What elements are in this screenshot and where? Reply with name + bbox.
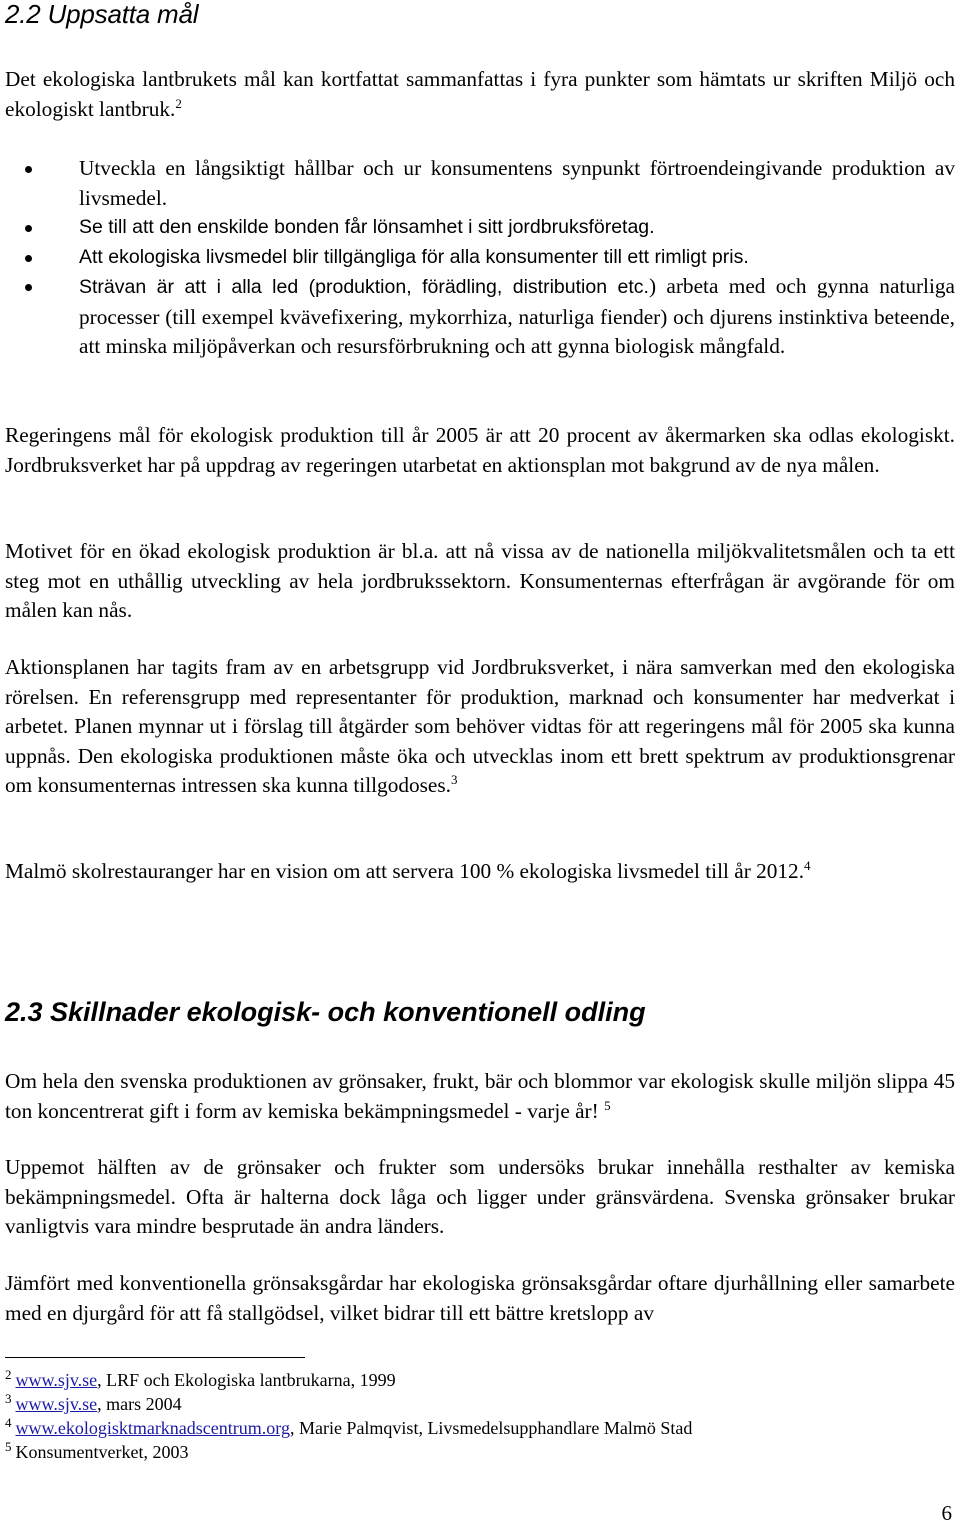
footnote-ref: 4: [804, 857, 811, 873]
footnote-ref: 3: [451, 771, 458, 787]
section-heading-2-2: 2.2 Uppsatta mål: [5, 0, 199, 29]
regeringen-paragraph: Regeringens mål för ekologisk produktion till år 2005 är att 20 procent av åkermarken ska odlas ekologiskt. Jordbruksverket har på uppdrag av regeringen utarbetat en aktionsplan mot bakgrund av de nya målen.: [5, 423, 955, 477]
section-heading-2-3: 2.3 Skillnader ekologisk- och konventionell odling: [5, 997, 646, 1027]
goals-list: [5, 154, 955, 362]
footnote-ref: 2: [175, 95, 182, 111]
list-item: Utveckla en långsiktigt hållbar och ur konsumentens synpunkt förtroendeingivande produktion av livsmedel.: [5, 154, 955, 213]
intro-paragraph: Det ekologiska lantbrukets mål kan kortfattat sammanfattas i fyra punkter som hämtats ur skriften Miljö och ekologiskt lantbruk.$^2$: [5, 67, 955, 121]
footnote-link[interactable]: www.ekologisktmarknadscentrum.org: [15, 1418, 290, 1438]
footnotes: [5, 1368, 955, 1464]
footnote-divider: [5, 1357, 305, 1358]
gift-paragraph: Om hela den svenska produktionen av grönsaker, frukt, bär och blommor var ekologisk skulle miljön slippa 45 ton koncentrerat gift i form av kemiska bekämpningsmedel - varje år! $^5$: [5, 1069, 955, 1123]
jamfort-paragraph: Jämfört med konventionella grönsaksgårdar har ekologiska grönsaksgårdar oftare djurhållning eller samarbete med en djurgård för att få stallgödsel, vilket bidrar till ett bättre kretslopp av: [5, 1271, 955, 1325]
footnote-link[interactable]: www.sjv.se: [15, 1394, 98, 1414]
footnote: $^5$ Konsumentverket, 2003: [5, 1439, 189, 1462]
list-item: Strävan är att i alla led (produktion, förädling, distribution etc.) arbeta med och gynna naturliga processer (till exempel kvävefixering, mykorrhiza, naturliga fiender) och djurens instinktiva beteende, att minska miljöpåverkan och resursförbrukning och att gynna biologisk mångfald.: [5, 272, 955, 362]
footnote: $^4$ www.ekologisktmarknadscentrum.org, Marie Palmqvist, Livsmedelsupphandlare Malmö Stad: [5, 1415, 693, 1438]
malmo-paragraph: Malmö skolrestauranger har en vision om att servera 100 % ekologiska livsmedel till år 2012.$^4$: [5, 857, 811, 883]
footnote-link[interactable]: www.sjv.se: [15, 1370, 98, 1390]
aktionsplanen-paragraph: Aktionsplanen har tagits fram av en arbetsgrupp vid Jordbruksverket, i nära samverkan med den ekologiska rörelsen. En referensgrupp med representanter för produktion, marknad och konsumenter har medverkat i arbetet. Planen mynnar ut i förslag till åtgärder som behöver vidtas för att regeringens mål för 2005 ska kunna uppnås. Den ekologiska produktionen måste öka och utvecklas inom ett brett spektrum av produktionsgrenar om konsumenternas intressen ska kunna tillgodoses.$^3$: [5, 655, 955, 797]
bullet-icon: [25, 284, 32, 291]
footnote-ref: 5: [604, 1097, 611, 1113]
page-number: 6: [941, 1501, 952, 1525]
motivet-paragraph: Motivet för en ökad ekologisk produktion är bl.a. att nå vissa av de nationella miljökvalitetsmålen och ta ett steg mot en uthållig utveckling av hela jordbrukssektorn. Konsumenternas efterfrågan är avgörande för om målen kan nås.: [5, 539, 955, 622]
bullet-icon: [25, 255, 32, 262]
bullet-icon: [25, 166, 32, 173]
footnote: $^2$ www.sjv.se, LRF och Ekologiska lantbrukarna, 1999: [5, 1367, 396, 1390]
list-item: Att ekologiska livsmedel blir tillgängliga för alla konsumenter till ett rimligt pris.: [5, 243, 955, 273]
footnote: $^3$ www.sjv.se, mars 2004: [5, 1391, 182, 1414]
bullet-icon: [25, 225, 32, 232]
resthalter-paragraph: Uppemot hälften av de grönsaker och frukter som undersöks brukar innehålla resthalter av kemiska bekämpningsmedel. Ofta är halterna dock låga och ligger under gränsvärdena. Svenska grönsaker brukar vanligtvis vara mindre besprutade än andra länders.: [5, 1155, 955, 1238]
list-item: Se till att den enskilde bonden får lönsamhet i sitt jordbruksföretag.: [5, 213, 955, 243]
